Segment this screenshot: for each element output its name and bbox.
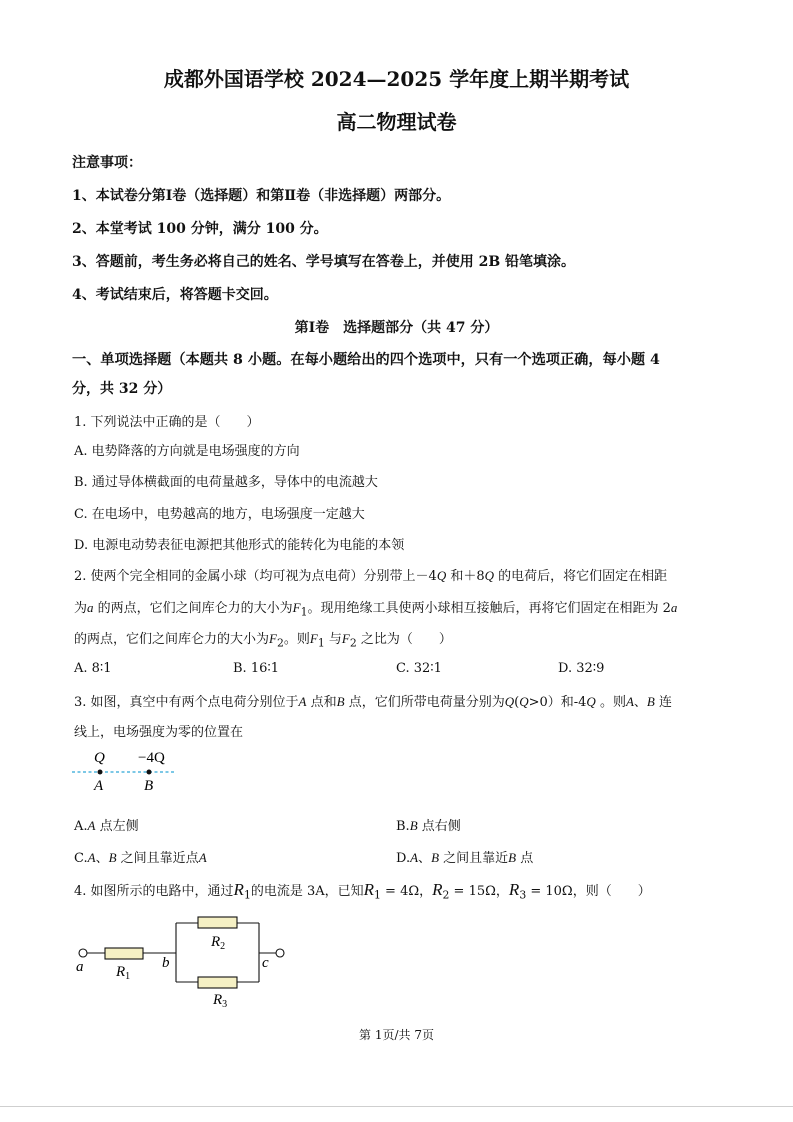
- point-a-label: A: [94, 778, 104, 794]
- note-item: 2、本堂考试 100 分钟，满分 100 分。: [72, 221, 328, 237]
- note-item: 4、考试结束后，将答题卡交回。: [72, 287, 278, 303]
- q2-option-a: A. 8∶1: [74, 661, 112, 676]
- r1-label: $R_1$: [116, 964, 131, 982]
- part1-title: 第Ⅰ卷 选择题部分（共 47 分）: [294, 320, 499, 336]
- q2-option-b: B. 16∶1: [233, 661, 280, 676]
- q3-option-a: A.A 点左侧: [74, 818, 139, 834]
- q3-charge-figure: [70, 744, 190, 796]
- q3-stem-line2: 线上，电场强度为零的位置在: [74, 725, 244, 740]
- section-heading-cont: 分，共 32 分）: [72, 381, 172, 397]
- r2-label: $R_2$: [211, 934, 226, 952]
- note-item: 3、答题前，考生务必将自己的姓名、学号填写在答卷上，并使用 2B 铅笔填涂。: [72, 254, 576, 270]
- charge-4q-label: −4Q: [138, 750, 165, 766]
- node-c-label: c: [262, 955, 269, 971]
- page-bottom-rule: [0, 1106, 793, 1107]
- node-a-label: a: [76, 959, 84, 975]
- point-a-dot: [98, 770, 103, 775]
- note-item: 1、本试卷分第Ⅰ卷（选择题）和第Ⅱ卷（非选择题）两部分。: [72, 188, 451, 204]
- subject-title: 高二物理试卷: [336, 110, 457, 134]
- section-heading: 一、单项选择题（本题共 8 小题。在每小题给出的四个选项中，只有一个选项正确，每小题 4: [72, 352, 660, 368]
- resistor-r3: [198, 977, 237, 988]
- resistor-r2: [198, 917, 237, 928]
- page-number: 第 1页/共 7页: [359, 1028, 434, 1042]
- exam-title: 成都外国语学校 2024—2025 学年度上期半期考试: [163, 67, 630, 91]
- terminal-a: [79, 949, 87, 957]
- charge-q-label: Q: [94, 750, 105, 766]
- q1-option-a: A. 电势降落的方向就是电场强度的方向: [74, 444, 300, 459]
- notes-heading: 注意事项：: [72, 155, 142, 171]
- q3-option-b: B.B 点右侧: [396, 818, 461, 834]
- q3-stem-line1: 3. 如图，真空中有两个点电荷分别位于A 点和B 点，它们所带电荷量分别为Q(Q>0）和-4Q 。则A、B 连: [74, 694, 673, 710]
- q2-stem-line1: 2. 使两个完全相同的金属小球（均可视为点电荷）分别带上－4Q 和＋8Q 的电荷后，将它们固定在相距: [74, 568, 668, 584]
- q2-stem-line2: 为a 的两点，它们之间库仑力的大小为$F_1$。现用绝缘工具使两小球相互接触后，再将它们固定在相距为 2a: [74, 600, 678, 619]
- q2-option-d: D. 32∶9: [558, 661, 605, 676]
- q3-option-d: D.A、B 之间且靠近B 点: [396, 850, 534, 866]
- node-b-label: b: [162, 955, 170, 971]
- q1-option-d: D. 电源电动势表征电源把其他形式的能转化为电能的本领: [74, 538, 405, 553]
- q2-option-c: C. 32∶1: [396, 661, 442, 676]
- resistor-r1: [105, 948, 143, 959]
- point-b-dot: [147, 770, 152, 775]
- q4-stem: 4. 如图所示的电路中，通过$R_1$的电流是 3A，已知$R_1 = 4\Omega$，$R_2 = 15\Omega$，$R_3 = 10\Omega$，则（ ）: [74, 880, 651, 902]
- q4-circuit-diagram: [70, 910, 300, 1010]
- terminal-c: [276, 949, 284, 957]
- point-b-label: B: [144, 778, 154, 794]
- q2-stem-line3: 的两点，它们之间库仑力的大小为$F_2$。则$F_1$ 与$F_2$ 之比为（ ）: [74, 631, 452, 650]
- q3-option-c: C.A、B 之间且靠近点A: [74, 850, 207, 866]
- q1-option-b: B. 通过导体横截面的电荷量越多，导体中的电流越大: [74, 475, 378, 490]
- q1-stem: 1. 下列说法中正确的是（ ）: [74, 415, 260, 430]
- q1-option-c: C. 在电场中，电势越高的地方，电场强度一定越大: [74, 507, 365, 522]
- r3-label: $R_3$: [213, 992, 228, 1010]
